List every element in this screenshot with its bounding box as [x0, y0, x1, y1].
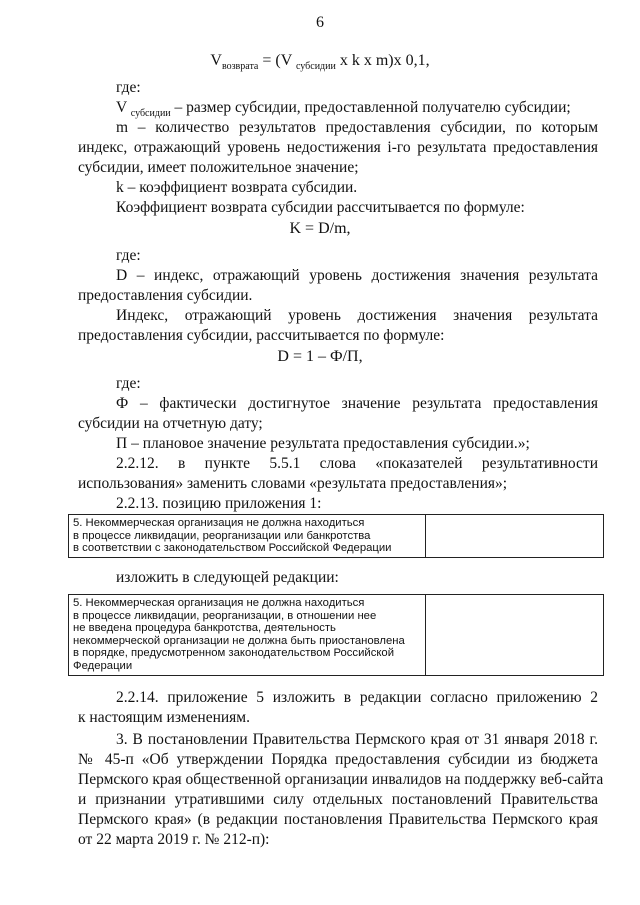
- definition-m-line-1: m – количество результатов предоставления субсидии, по которым: [116, 119, 598, 136]
- where-label: где:: [116, 375, 141, 392]
- item-3-line-2: № 45-п «Об утверждении Порядка предоставления субсидии из бюджета: [78, 751, 598, 768]
- item-2-2-13: 2.2.13. позицию приложения 1:: [116, 495, 322, 512]
- item-3-line-3: Пермского края общественной организации инвалидов на поддержку веб-сайта: [78, 771, 604, 788]
- formula-return-volume: $V_{возврата} = (V$ $_{субсидии}$ x k x m)x 0,1,: [210, 52, 430, 73]
- item-3-line-6: от 22 марта 2019 г. № 212-п):: [78, 831, 270, 848]
- item-3-line-5: Пермского края» (в редакции постановления Правительства Пермского края: [78, 811, 598, 828]
- index-line-1: Индекс, отражающий уровень достижения значения результата: [116, 307, 598, 324]
- table-cell-empty: [426, 515, 603, 557]
- definition-f-line-1: Ф – фактически достигнутое значение результата предоставления: [116, 395, 598, 412]
- table-old-position: [68, 514, 604, 558]
- table-cell-text: 5. Некоммерческая организация не должна находиться в процессе ликвидации, реорганизации или банкротства в соответствии с законодательством Российской Федерации: [69, 515, 426, 557]
- definition-v-subsidy: V $_{субсидии}$ – размер субсидии, предоставленной получателю субсидии;: [116, 99, 571, 120]
- definition-p: П – плановое значение результата предоставления субсидии.»;: [116, 435, 530, 452]
- where-label: где:: [116, 79, 141, 96]
- definition-k: k – коэффициент возврата субсидии.: [116, 179, 358, 196]
- where-label: где:: [116, 247, 141, 264]
- k-calculation-intro: Коэффициент возврата субсидии рассчитывается по формуле:: [116, 199, 525, 216]
- table-cell-text: 5. Некоммерческая организация не должна находиться в процессе ликвидации, реорганизации, в отношении нее не введена процедура банкротства, деятельность некоммерческой организации не должна быть приостановлена в порядке, предусмотренном законодательством Российской Федерации: [69, 595, 426, 675]
- definition-d-line-2: предоставления субсидии.: [78, 287, 253, 304]
- index-line-2: предоставления субсидии, рассчитывается по формуле:: [78, 327, 445, 344]
- formula-d: D = 1 – Ф/П,: [277, 348, 363, 365]
- item-2-2-12-line-1: 2.2.12. в пункте 5.5.1 слова «показателей результативности: [116, 455, 598, 472]
- table-new-position: [68, 594, 604, 676]
- item-2-2-14-line-1: 2.2.14. приложение 5 изложить в редакции согласно приложению 2: [116, 689, 598, 706]
- page-number: 6: [316, 14, 324, 31]
- item-3-line-1: 3. В постановлении Правительства Пермского края от 31 января 2018 г.: [116, 731, 598, 748]
- definition-m-line-3: субсидии, имеет положительное значение;: [78, 159, 359, 176]
- item-2-2-12-line-2: использования» заменить словами «результата предоставления»;: [78, 475, 508, 492]
- formula-k: K = D/m,: [289, 220, 351, 237]
- definition-d-line-1: D – индекс, отражающий уровень достижения значения результата: [116, 267, 598, 284]
- definition-f-line-2: субсидии на отчетную дату;: [78, 415, 263, 432]
- item-3-line-4: и признании утратившими силу отдельных постановлений Правительства: [78, 791, 598, 808]
- restate-label: изложить в следующей редакции:: [116, 569, 339, 586]
- item-2-2-14-line-2: к настоящим изменениям.: [78, 709, 250, 726]
- definition-m-line-2: индекс, отражающий уровень недостижения i-го результата предоставления: [78, 139, 598, 156]
- table-cell-empty: [426, 595, 603, 675]
